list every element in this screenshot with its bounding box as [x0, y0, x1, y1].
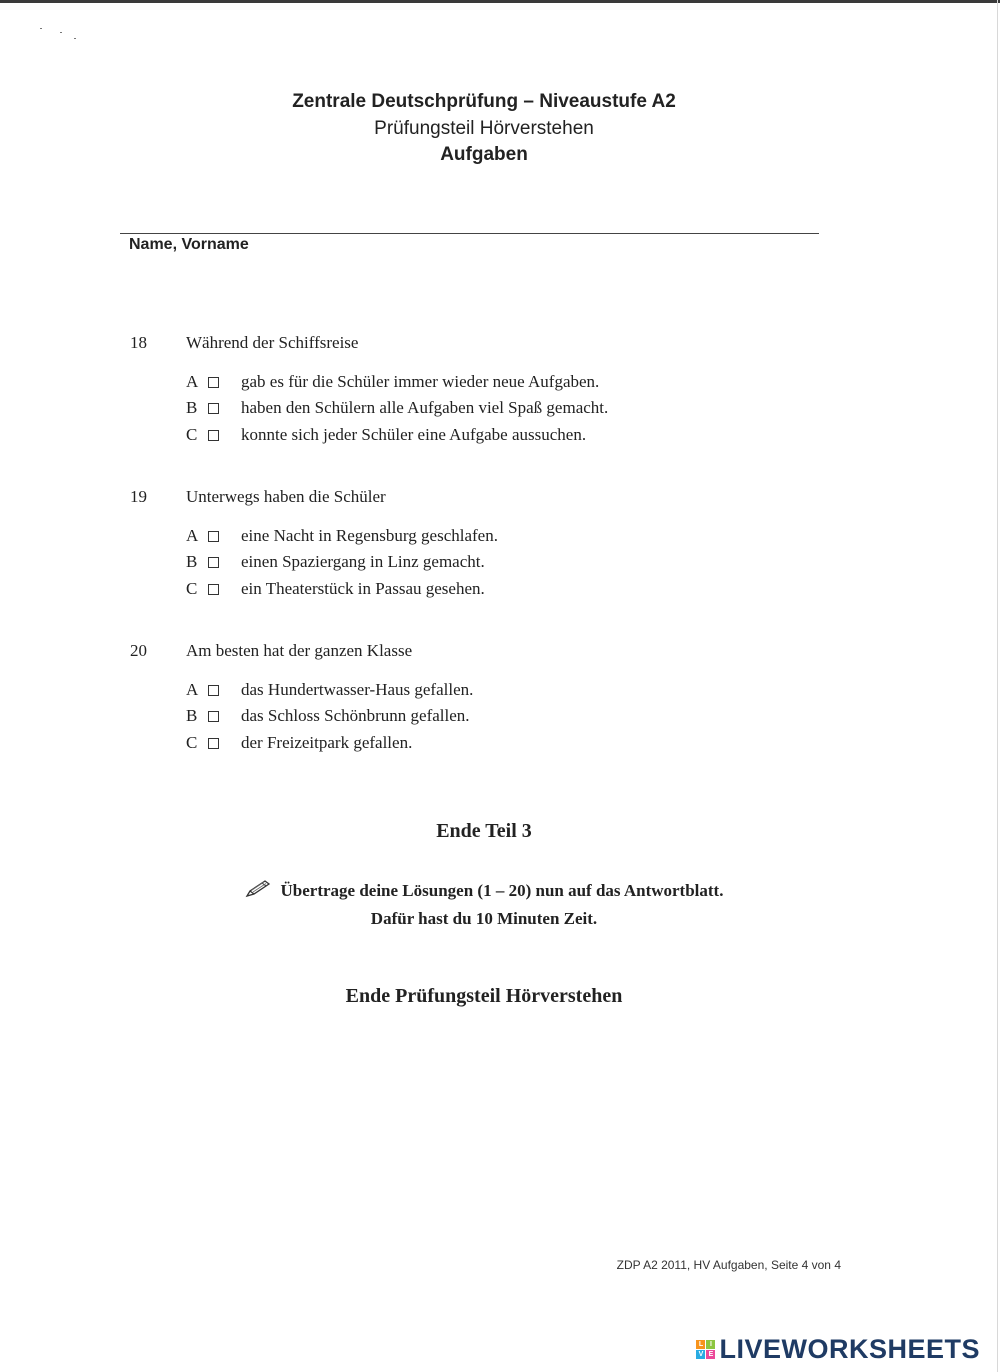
option-text: eine Nacht in Regensburg geschlafen.	[241, 526, 498, 545]
option-checkbox[interactable]	[208, 738, 219, 749]
instruction-line-1	[0, 880, 968, 903]
option-checkbox[interactable]	[208, 557, 219, 568]
logo-tile: L	[696, 1340, 705, 1349]
option-checkbox[interactable]	[208, 377, 219, 388]
question-number: 19	[130, 487, 147, 506]
exam-section-label: Aufgaben	[440, 144, 528, 165]
option-letter: C	[186, 733, 198, 752]
option-letter: C	[186, 579, 198, 598]
option-letter: C	[186, 425, 198, 444]
exam-title: Zentrale Deutschprüfung – Niveaustufe A2	[292, 91, 676, 112]
option-text: einen Spaziergang in Linz gemacht.	[241, 552, 485, 571]
option-checkbox[interactable]	[208, 584, 219, 595]
question-stem: Unterwegs haben die Schüler	[186, 487, 386, 506]
option-checkbox[interactable]	[208, 685, 219, 696]
end-part-heading: Ende Teil 3	[436, 820, 532, 842]
right-edge-line	[997, 0, 998, 1372]
scan-specks	[40, 28, 80, 42]
pencil-icon	[245, 880, 271, 903]
question-number: 20	[130, 641, 147, 660]
option-letter: B	[186, 552, 198, 571]
liveworksheets-logo[interactable]	[696, 1334, 980, 1364]
option-checkbox[interactable]	[208, 711, 219, 722]
end-exam-heading: Ende Prüfungsteil Hörverstehen	[345, 985, 623, 1007]
option-text: das Hundertwasser-Haus gefallen.	[241, 680, 474, 699]
option-letter: B	[186, 398, 198, 417]
option-text: der Freizeitpark gefallen.	[241, 733, 413, 752]
instruction-line-2: Dafür hast du 10 Minuten Zeit.	[370, 909, 598, 928]
option-checkbox[interactable]	[208, 430, 219, 441]
option-text: konnte sich jeder Schüler eine Aufgabe aussuchen.	[241, 425, 587, 444]
logo-tile: V	[696, 1350, 705, 1359]
option-checkbox[interactable]	[208, 403, 219, 414]
option-letter: A	[186, 526, 199, 545]
logo-mark-icon	[696, 1340, 715, 1359]
question-number: 18	[130, 333, 147, 352]
option-checkbox[interactable]	[208, 531, 219, 542]
name-label: Name, Vorname	[129, 236, 249, 253]
option-letter: A	[186, 680, 199, 699]
exam-subtitle: Prüfungsteil Hörverstehen	[374, 118, 594, 139]
option-text: das Schloss Schönbrunn gefallen.	[241, 706, 470, 725]
option-letter: B	[186, 706, 198, 725]
option-letter: A	[186, 372, 199, 391]
name-line[interactable]	[120, 233, 819, 234]
instruction-text-1: Übertrage deine Lösungen (1 – 20) nun auf das Antwortblatt.	[280, 881, 724, 900]
logo-text: LIVEWORKSHEETS	[719, 1333, 980, 1364]
option-text: ein Theaterstück in Passau gesehen.	[241, 579, 485, 598]
logo-tile: I	[706, 1340, 715, 1349]
option-text: haben den Schülern alle Aufgaben viel Spaß gemacht.	[241, 398, 609, 417]
question-stem: Am besten hat der ganzen Klasse	[186, 641, 413, 660]
question-stem: Während der Schiffsreise	[186, 333, 359, 352]
option-text: gab es für die Schüler immer wieder neue Aufgaben.	[241, 372, 600, 391]
top-edge-line	[0, 0, 1000, 3]
page-footer: ZDP A2 2011, HV Aufgaben, Seite 4 von 4	[616, 1258, 841, 1272]
logo-tile: E	[706, 1350, 715, 1359]
